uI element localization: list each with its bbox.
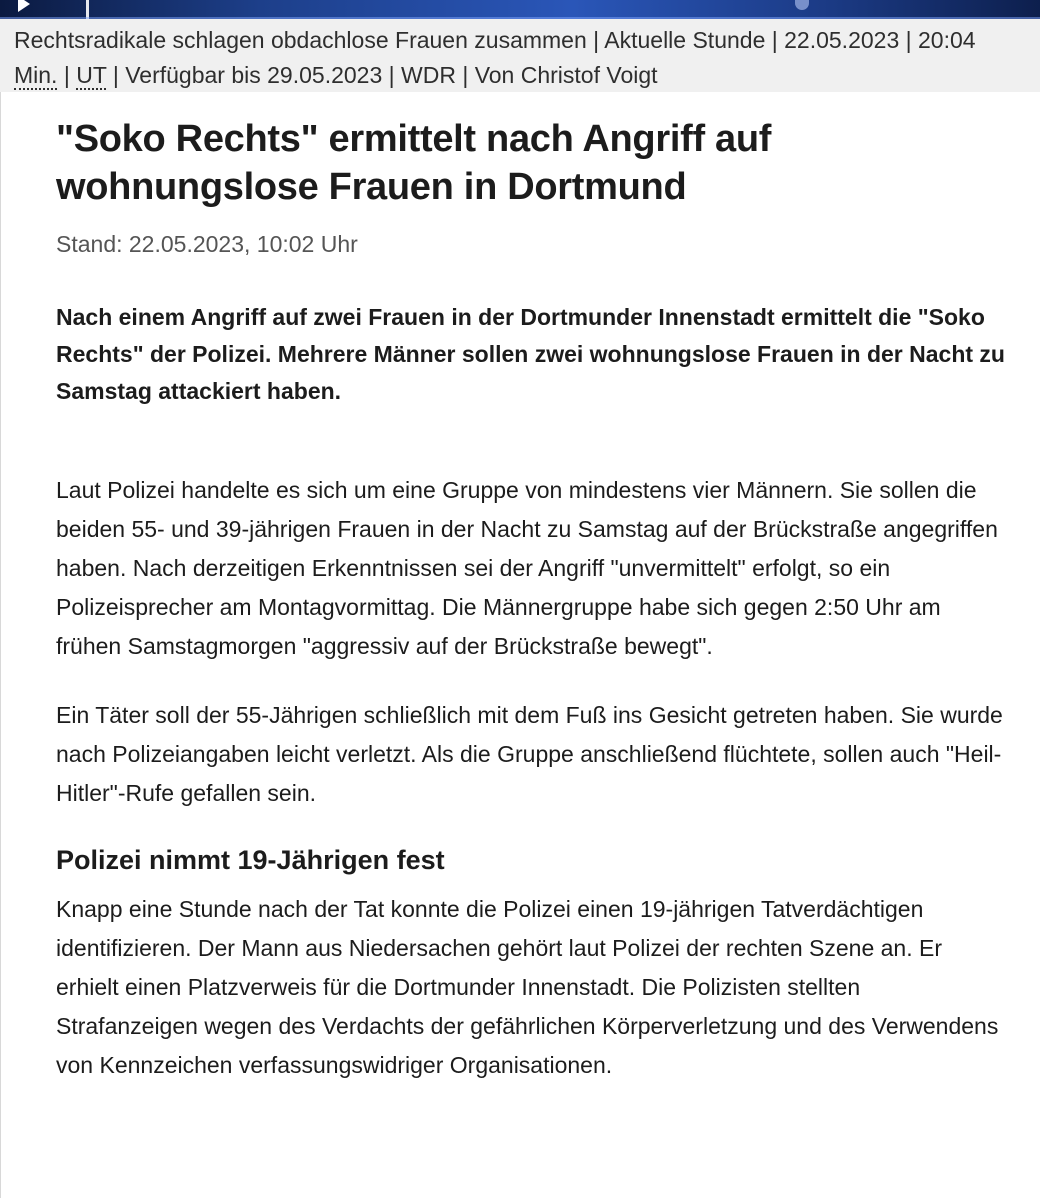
video-player-strip[interactable] — [0, 0, 1040, 19]
caption-separator: | — [57, 62, 77, 88]
article-paragraph-3: Knapp eine Stunde nach der Tat konnte die Polizei einen 19-jährigen Tatverdächtigen identifizieren. Der Mann aus Niedersachen gehört laut Polizei der rechten Szene an. Er erhielt einen Platzverweis für die Dortmunder Innenstadt. Die Polizisten stellten Strafanzeigen wegen des Verdachts der gefährlichen Körperverletzung und des Verwendens von Kennzeichen verfassungswidriger Organisationen. — [56, 896, 999, 1078]
article — [56, 115, 1006, 1085]
video-control-knob[interactable] — [795, 0, 809, 10]
article-subheading: Polizei nimmt 19-Jährigen fest — [56, 845, 445, 875]
right-edge — [1040, 0, 1052, 1198]
article-paragraph-2: Ein Täter soll der 55-Jährigen schließlich mit dem Fuß ins Gesicht getreten haben. Sie wurde nach Polizeiangaben leicht verletzt. Als die Gruppe anschließend flüchtete, sollen auch "Heil-Hitler"-Rufe gefallen sein. — [56, 702, 1003, 806]
content-left-border — [0, 92, 1, 1198]
caption-line-1: Rechtsradikale schlagen obdachlose Frauen zusammen | Aktuelle Stunde | 22.05.2023 | 20:04 — [14, 27, 976, 53]
article-timestamp: Stand: 22.05.2023, 10:02 Uhr — [56, 231, 358, 257]
video-caption — [0, 19, 1040, 92]
article-headline: "Soko Rechts" ermittelt nach Angriff auf wohnungslose Frauen in Dortmund — [56, 118, 772, 208]
minutes-abbreviation[interactable]: Min. — [14, 62, 58, 88]
play-icon[interactable] — [18, 0, 30, 12]
caption-availability: | Verfügbar bis 29.05.2023 | WDR | Von Christof Voigt — [106, 62, 658, 88]
caption-line-2 — [14, 58, 1040, 93]
article-paragraph-1: Laut Polizei handelte es sich um eine Gruppe von mindestens vier Männern. Sie sollen die beiden 55- und 39-jährigen Frauen in der Nacht zu Samstag auf der Brückstraße angegriffen haben. Nach derzeitigen Erkenntnissen sei der Angriff "unvermittelt" erfolgt, so ein Polizeisprecher am Montagvormittag. Die Männergruppe habe sich gegen 2:50 Uhr am frühen Samstagmorgen "aggressiv auf der Brückstraße bewegt". — [56, 477, 998, 659]
subtitles-abbreviation[interactable]: UT — [76, 62, 107, 88]
article-lead: Nach einem Angriff auf zwei Frauen in der Dortmunder Innenstadt ermittelt die "Soko Rechts" der Polizei. Mehrere Männer sollen zwei wohnungslose Frauen in der Nacht zu Samstag attackiert haben. — [56, 304, 1005, 404]
